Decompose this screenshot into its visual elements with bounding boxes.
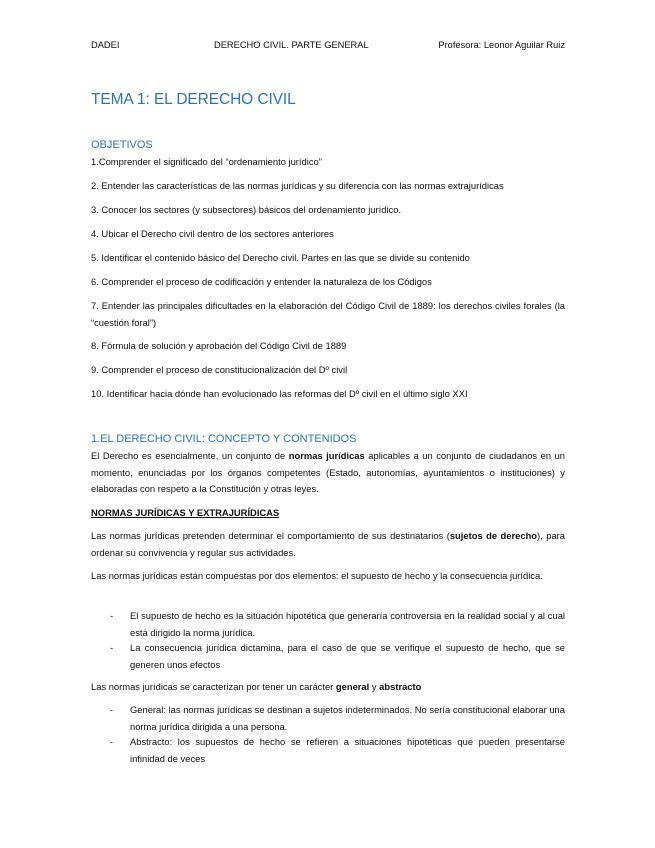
list-item-text: El supuesto de hecho es la situación hipotética que generaría controversia en la realidad social y al cual está dirigido la norma jurídica. xyxy=(130,610,565,638)
page-title: TEMA 1: EL DERECHO CIVIL xyxy=(91,91,296,108)
text-run: El Derecho es esencialmente, un conjunto de xyxy=(91,450,289,461)
header-right: Profesora: Leonor Aguilar Ruiz xyxy=(438,40,565,50)
paragraph-sujetos xyxy=(91,528,565,561)
paragraph-elementos: Las normas jurídicas están compuestas por dos elementos: el supuesto de hecho y la consecuencia jurídica. xyxy=(91,570,543,581)
paragraph-caracter xyxy=(91,679,565,696)
bold-term: abstracto xyxy=(379,681,422,692)
list-item-text: General: las normas jurídicas se destinan a sujetos indeterminados. No sería constitucional elaborar una norma jurídica dirigida a una persona. xyxy=(130,704,565,732)
intro-paragraph xyxy=(91,448,565,498)
objectives-heading: OBJETIVOS xyxy=(91,139,153,151)
dash-bullet: - xyxy=(110,736,114,747)
objective-item: 6. Comprender el proceso de codificación y entender la naturaleza de los Códigos xyxy=(91,276,432,287)
bold-term: general xyxy=(335,681,370,692)
subheading xyxy=(91,505,565,522)
bold-term: sujetos de derecho xyxy=(449,530,538,541)
objective-item: 7. Entender las principales dificultades en la elaboración del Código Civil de 1889: los derechos civiles forales (la “cuestión foral”) xyxy=(91,300,565,328)
bold-term: normas jurídicas xyxy=(288,450,365,461)
list-item-text: Abstracto: los supuestos de hecho se refieren a situaciones hipotéticas que pueden presentarse infinidad de veces xyxy=(130,736,565,764)
objective-item: 9. Comprender el proceso de constitucionalización del Dº civil xyxy=(91,364,348,375)
objective-item: 3. Conocer los sectores (y subsectores) básicos del ordenamiento jurídico. xyxy=(91,204,402,215)
objective-item: 2. Entender las características de las normas jurídicas y su diferencia con las normas extrajurídicas xyxy=(91,180,504,191)
text-run: Las normas jurídicas pretenden determinar el comportamiento de sus destinatarios ( xyxy=(91,530,450,541)
text-run: aplicables a un conjunto de ciudadanos en un momento, enunciadas por los órganos competentes (Estado, autonomías, ayuntamientos o instituciones) y elaboradas con respeto a la Constitución y otras leyes. xyxy=(91,450,566,494)
header-center: DERECHO CIVIL. PARTE GENERAL xyxy=(214,40,369,50)
text-run: Las normas jurídicas se caracterizan por tener un carácter xyxy=(91,681,336,692)
dash-bullet: - xyxy=(110,704,114,715)
objective-item: 4. Ubicar el Derecho civil dentro de los sectores anteriores xyxy=(91,228,334,239)
header-left: DADEI xyxy=(91,40,120,50)
section-heading: 1.EL DERECHO CIVIL: CONCEPTO Y CONTENIDOS xyxy=(91,433,357,445)
text-run: ), para ordenar su convivencia y regular sus actividades. xyxy=(91,530,565,558)
list-item-text: La consecuencia jurídica dictamina, para el caso de que se verifique el supuesto de hecho, que se generen unos efectos xyxy=(130,642,565,670)
objective-item: 8. Fórmula de solución y aprobación del Código Civil de 1889 xyxy=(91,340,347,351)
objective-item: 1.Comprender el significado del “ordenamiento jurídico” xyxy=(91,156,322,167)
text-run: y xyxy=(369,681,380,692)
objective-item: 5. Identificar el contenido básico del Derecho civil. Partes en las que se divide su contenido xyxy=(91,252,470,263)
underlined-subheading: NORMAS JURÍDICAS Y EXTRAJURÍDICAS xyxy=(91,507,280,518)
dash-bullet: - xyxy=(110,610,114,621)
dash-bullet: - xyxy=(110,642,114,653)
objective-item: 10. Identificar hacia dónde han evolucionado las reformas del Dº civil en el último siglo XXI xyxy=(91,388,468,399)
